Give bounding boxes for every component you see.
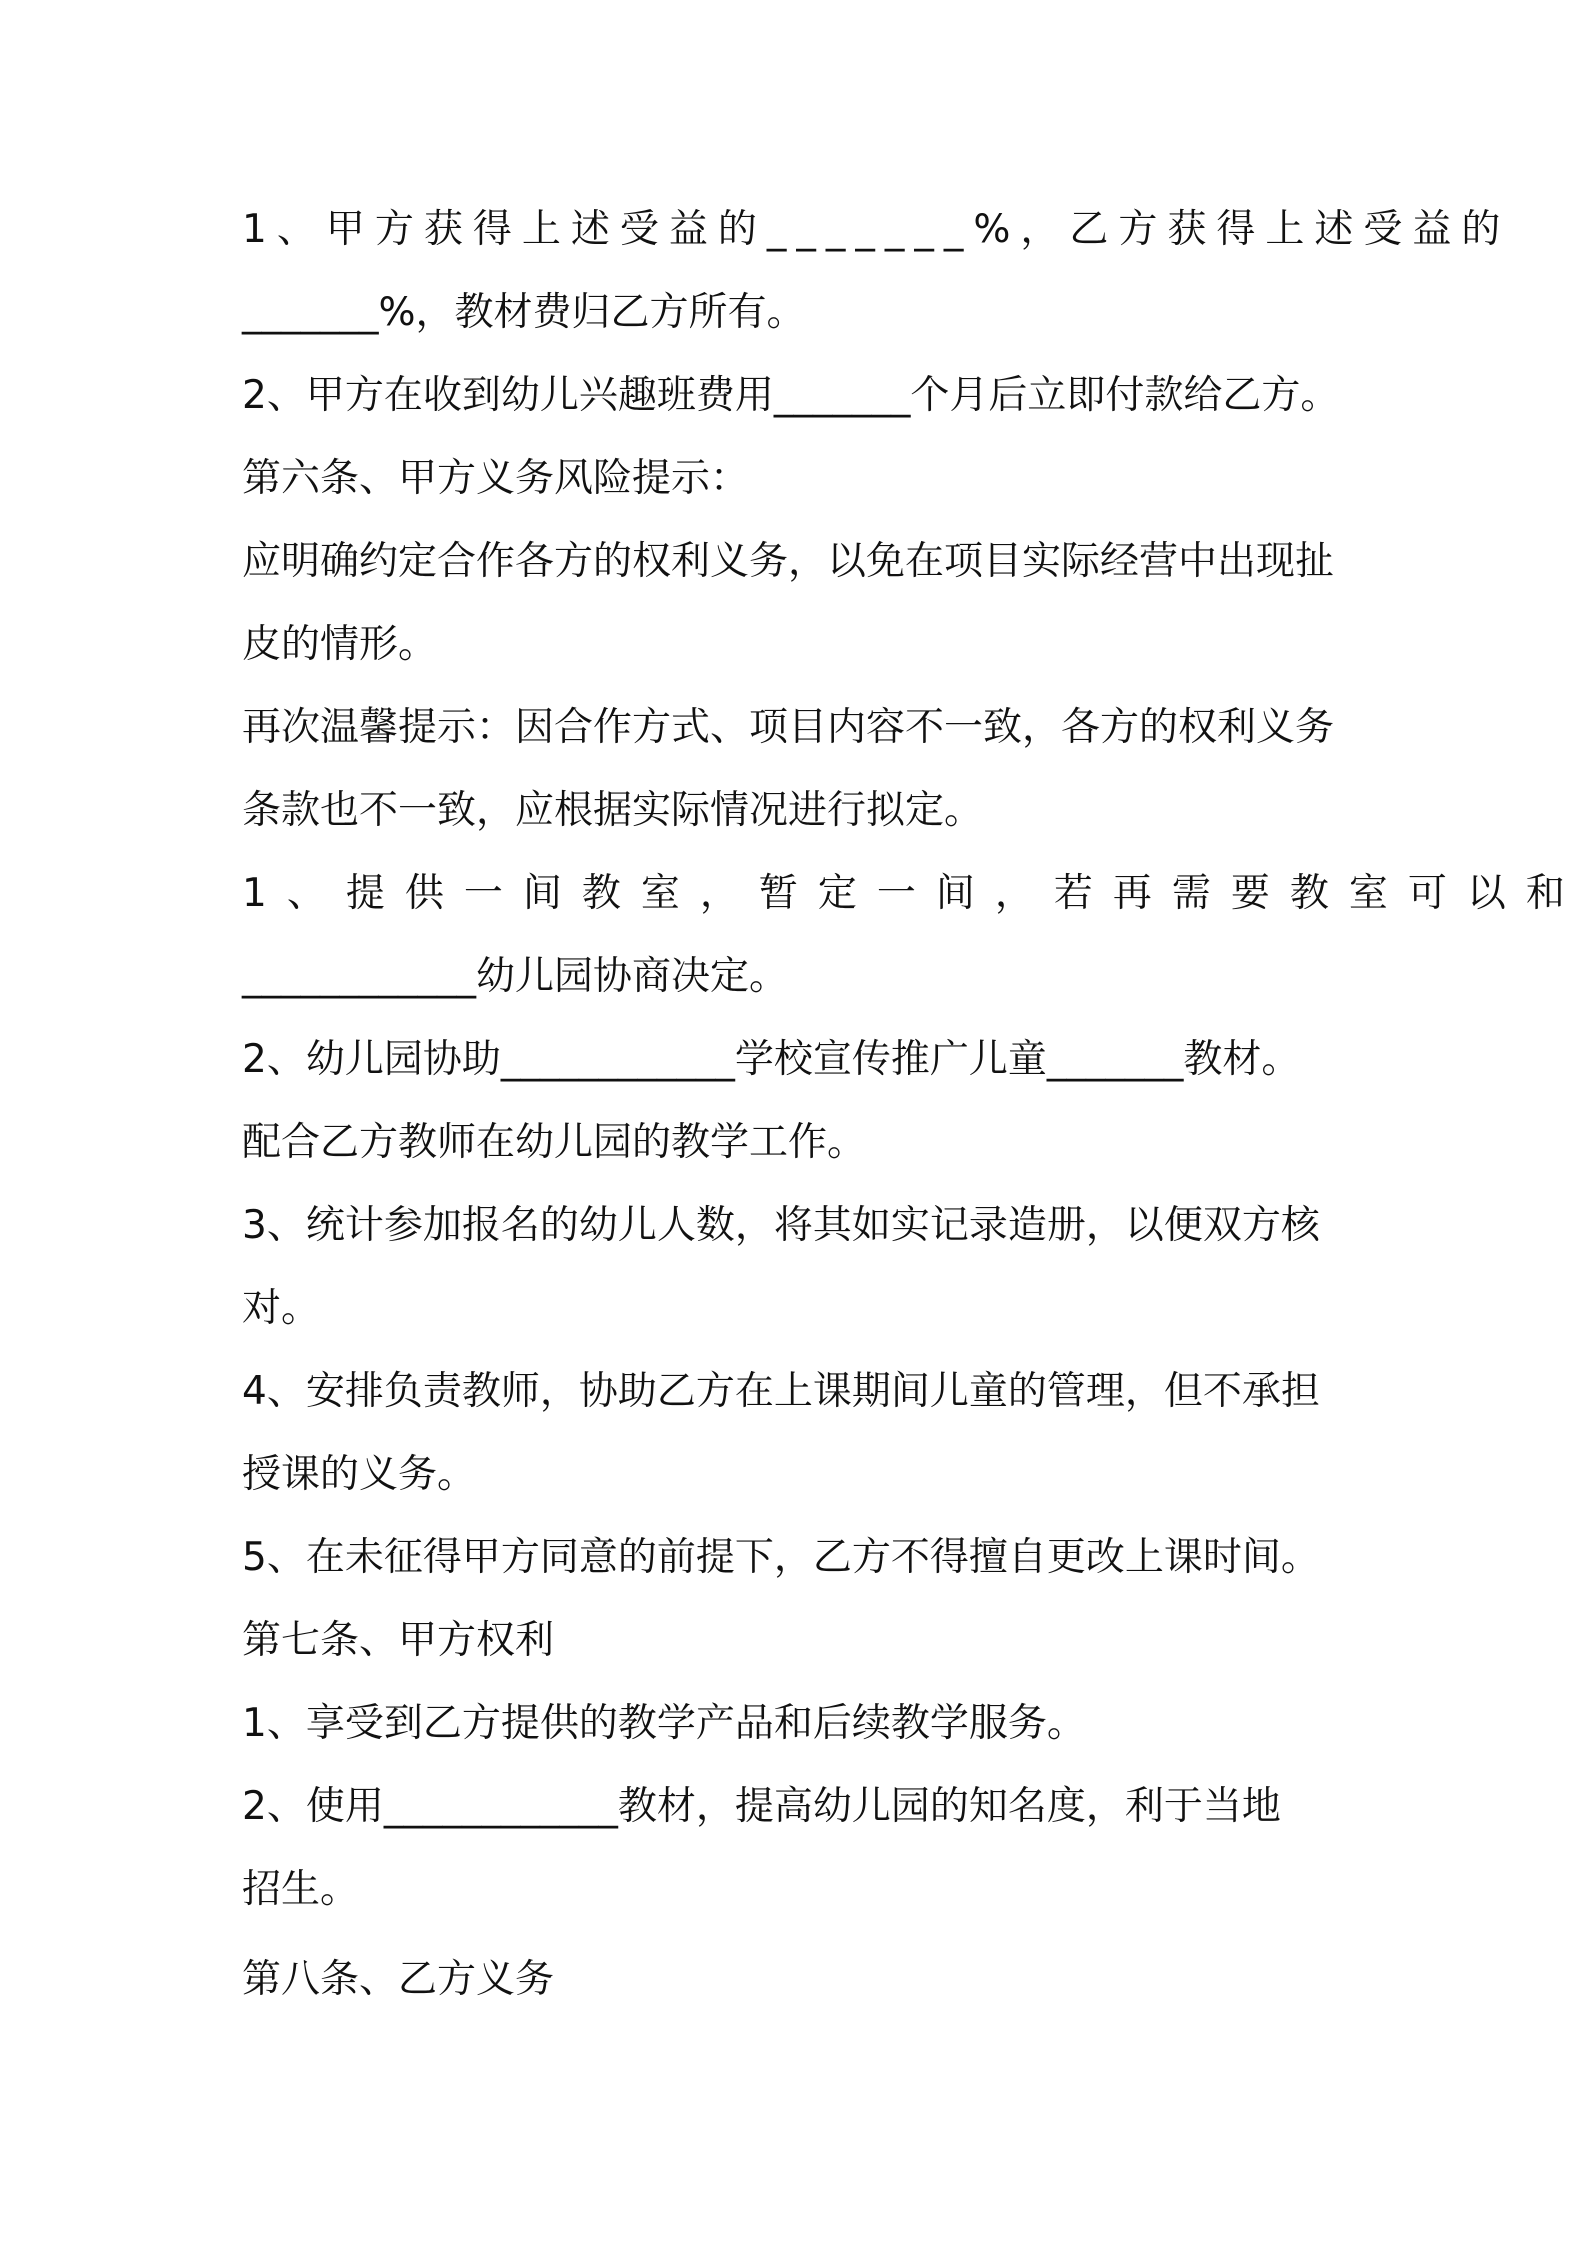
section-heading: 第六条、甲方义务风险提示： xyxy=(242,456,750,501)
text-line: _______%，教材费归乙方所有。 xyxy=(242,290,806,335)
text-line: 招生。 xyxy=(242,1867,360,1912)
text-line: 应明确约定合作各方的权利义务，以免在项目实际经营中出现扯 xyxy=(242,539,1335,584)
text-line: 1、甲方获得上述受益的_______%，乙方获得上述受益的 xyxy=(242,207,1511,252)
text-line: 5、在未征得甲方同意的前提下，乙方不得擅自更改上课时间。 xyxy=(242,1535,1320,1580)
text-line: 4、安排负责教师，协助乙方在上课期间儿童的管理，但不承担 xyxy=(242,1369,1320,1414)
text-line: 1、享受到乙方提供的教学产品和后续教学服务。 xyxy=(242,1701,1086,1746)
text-line: 配合乙方教师在幼儿园的教学工作。 xyxy=(242,1120,867,1165)
text-line: 1、提供一间教室，暂定一间，若再需要教室可以和 xyxy=(242,871,1585,916)
section-heading: 第七条、甲方权利 xyxy=(242,1618,555,1663)
text-line: 再次温馨提示：因合作方式、项目内容不一致，各方的权利义务 xyxy=(242,705,1335,750)
text-line: ____________幼儿园协商决定。 xyxy=(242,954,789,999)
text-line: 3、统计参加报名的幼儿人数，将其如实记录造册，以便双方核 xyxy=(242,1203,1320,1248)
text-line: 2、使用____________教材，提高幼儿园的知名度，利于当地 xyxy=(242,1784,1281,1829)
section-heading: 第八条、乙方义务 xyxy=(242,1957,555,2002)
text-line: 2、幼儿园协助____________学校宣传推广儿童_______教材。 xyxy=(242,1037,1301,1082)
text-line: 对。 xyxy=(242,1286,321,1331)
text-line: 授课的义务。 xyxy=(242,1452,477,1497)
text-line: 皮的情形。 xyxy=(242,622,438,667)
text-line: 条款也不一致，应根据实际情况进行拟定。 xyxy=(242,788,984,833)
text-line: 2、甲方在收到幼儿兴趣班费用_______个月后立即付款给乙方。 xyxy=(242,373,1340,418)
